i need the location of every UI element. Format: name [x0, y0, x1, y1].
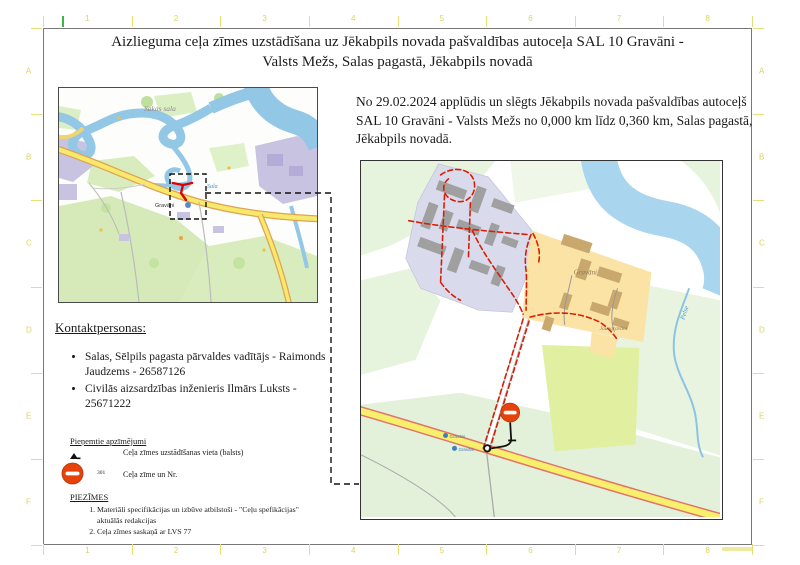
ruler-right-letter: F	[759, 497, 764, 507]
ruler-left-letter: D	[26, 325, 32, 335]
ruler-bottom-tick	[132, 544, 133, 555]
detail-bright-field	[542, 345, 639, 451]
ruler-bottom-tick	[220, 544, 221, 555]
ruler-bottom-number: 7	[616, 546, 622, 555]
ruler-left-tick	[31, 373, 42, 374]
ruler-top-tick	[220, 16, 221, 27]
ruler-bottom-number: 8	[705, 546, 710, 555]
ruler-bottom-tick	[43, 544, 44, 555]
ruler-left-letter: F	[26, 497, 31, 507]
ruler-left-tick	[31, 28, 42, 29]
ruler-left-letter: A	[26, 66, 32, 76]
ruler-left-letter: B	[26, 152, 32, 162]
closure-notice: No 29.02.2024 applūdis un slēgts Jēkabpils novada pašvaldības autoceļš SAL 10 Gravāni - Valsts Mežs no 0,000 km līdz 0,360 km, Salas pagastā, Jēkabpils novadā.	[356, 94, 753, 146]
ruler-left-letter: E	[26, 411, 32, 421]
page-title-line2: Valsts Mežs, Salas pagastā, Jēkabpils novadā	[262, 53, 533, 70]
ruler-top-number: 2	[173, 14, 179, 23]
ruler-bottom-number: 1	[85, 546, 90, 555]
no-entry-sign-map	[501, 403, 520, 422]
ruler-right-tick	[753, 200, 764, 201]
ruler-top-tick	[43, 16, 44, 27]
notes-list	[57, 505, 312, 538]
ruler-right-letter: B	[759, 152, 765, 162]
contacts-section	[55, 320, 335, 414]
note-item: 2. Ceļa zīmes saskaņā ar LVS 77	[97, 527, 312, 538]
legend-sign-code: 301	[97, 470, 106, 476]
detail-river-bend-bank	[681, 161, 720, 213]
ruler-top-number: 3	[262, 14, 267, 23]
page-title-line1: Aizlieguma ceļa zīmes uzstādīšana uz Jēkabpils novada pašvaldības autoceļa SAL 10 Gravāni -	[111, 34, 684, 50]
contact-item: • Civilās aizsardzības inženieris Ilmārs Luksts - 25671222	[85, 382, 335, 412]
ruler-right-tick	[753, 28, 764, 29]
ruler-right-letter: A	[759, 66, 765, 76]
overview-island-label: Sakas sala	[144, 104, 176, 113]
detail-map-canvas	[361, 161, 720, 517]
detail-stream-label: Pelse	[679, 305, 691, 321]
detail-area-label: Gravāni	[573, 268, 598, 277]
ruler-bottom-number: 4	[350, 546, 356, 555]
ruler-top-tick	[752, 16, 753, 27]
detail-farm-label: Jaungravāni	[599, 326, 628, 333]
ruler-left-tick	[31, 459, 42, 460]
ruler-bottom-tick	[575, 544, 576, 555]
ruler-top-number: 6	[528, 14, 533, 23]
notes-heading: PIEZĪMES	[70, 492, 109, 502]
ruler-top-number: 4	[350, 14, 356, 23]
ruler-left-tick	[31, 200, 42, 201]
no-entry-sign-icon	[61, 462, 84, 485]
ruler-right-tick	[753, 114, 764, 115]
ruler-right-tick	[753, 287, 764, 288]
bus-stop-label-2: Gravāni	[458, 446, 475, 452]
ruler-bottom-number: 5	[439, 546, 445, 555]
ruler-top-number: 7	[616, 14, 622, 23]
bus-stop-label-1: Gravāni	[449, 433, 466, 439]
legend-section	[57, 436, 327, 539]
ruler-right-tick	[753, 545, 764, 546]
post-marker-icon	[69, 452, 81, 461]
ruler-top-tick	[575, 16, 576, 27]
ruler-bottom-tick	[663, 544, 664, 555]
legend-item-label: Ceļa zīme un Nr.	[123, 470, 178, 479]
overview-river-label: Sala	[207, 184, 218, 190]
ruler-right-tick	[753, 459, 764, 460]
ruler-bottom-tick	[309, 544, 310, 555]
note-item: 1. Materiāli specifikācijas un izbūve atbilstoši - "Ceļu spefikācijas" aktuālās redakcijas	[97, 505, 312, 526]
ruler-right-letter: C	[759, 238, 765, 248]
overview-map	[58, 87, 318, 303]
ruler-right-tick	[753, 373, 764, 374]
ruler-left-tick	[31, 287, 42, 288]
legend-item-post	[57, 446, 327, 462]
ruler-top-number: 5	[439, 14, 445, 23]
ruler-left-letter: C	[26, 238, 32, 248]
detail-map	[360, 160, 723, 520]
contact-item: • Salas, Sēlpils pagasta pārvaldes vadītājs - Raimonds Jaudzems - 26587126	[85, 350, 335, 380]
ruler-bottom-tick	[486, 544, 487, 555]
ruler-right-letter: E	[759, 411, 765, 421]
ruler-bottom-number: 6	[528, 546, 533, 555]
contacts-heading: Kontaktpersonas:	[55, 320, 146, 335]
ruler-top-tick	[132, 16, 133, 27]
legend-item-label: Ceļa zīmes uzstādīšanas vieta (balsts)	[123, 448, 244, 457]
ruler-top-tick	[309, 16, 310, 27]
ruler-bottom-tick	[398, 544, 399, 555]
ruler-top-tick	[398, 16, 399, 27]
legend-item-sign	[57, 462, 327, 488]
ruler-left-tick	[31, 545, 42, 546]
ruler-top-number: 8	[705, 14, 710, 23]
ruler-top-number: 1	[85, 14, 90, 23]
contacts-list	[55, 350, 335, 412]
green-registration-tick	[62, 16, 64, 27]
ruler-top-tick	[663, 16, 664, 27]
page-title	[43, 33, 752, 72]
ruler-bottom-number: 2	[173, 546, 179, 555]
ruler-right-letter: D	[759, 325, 765, 335]
ruler-left-tick	[31, 114, 42, 115]
ruler-top-tick	[486, 16, 487, 27]
corner-note-mark	[722, 547, 752, 551]
legend-heading: Pieņemtie apzīmējumi	[70, 436, 147, 446]
overview-map-canvas	[59, 88, 317, 302]
ruler-bottom-number: 3	[262, 546, 267, 555]
overview-village-label: Gravāni	[155, 203, 175, 209]
